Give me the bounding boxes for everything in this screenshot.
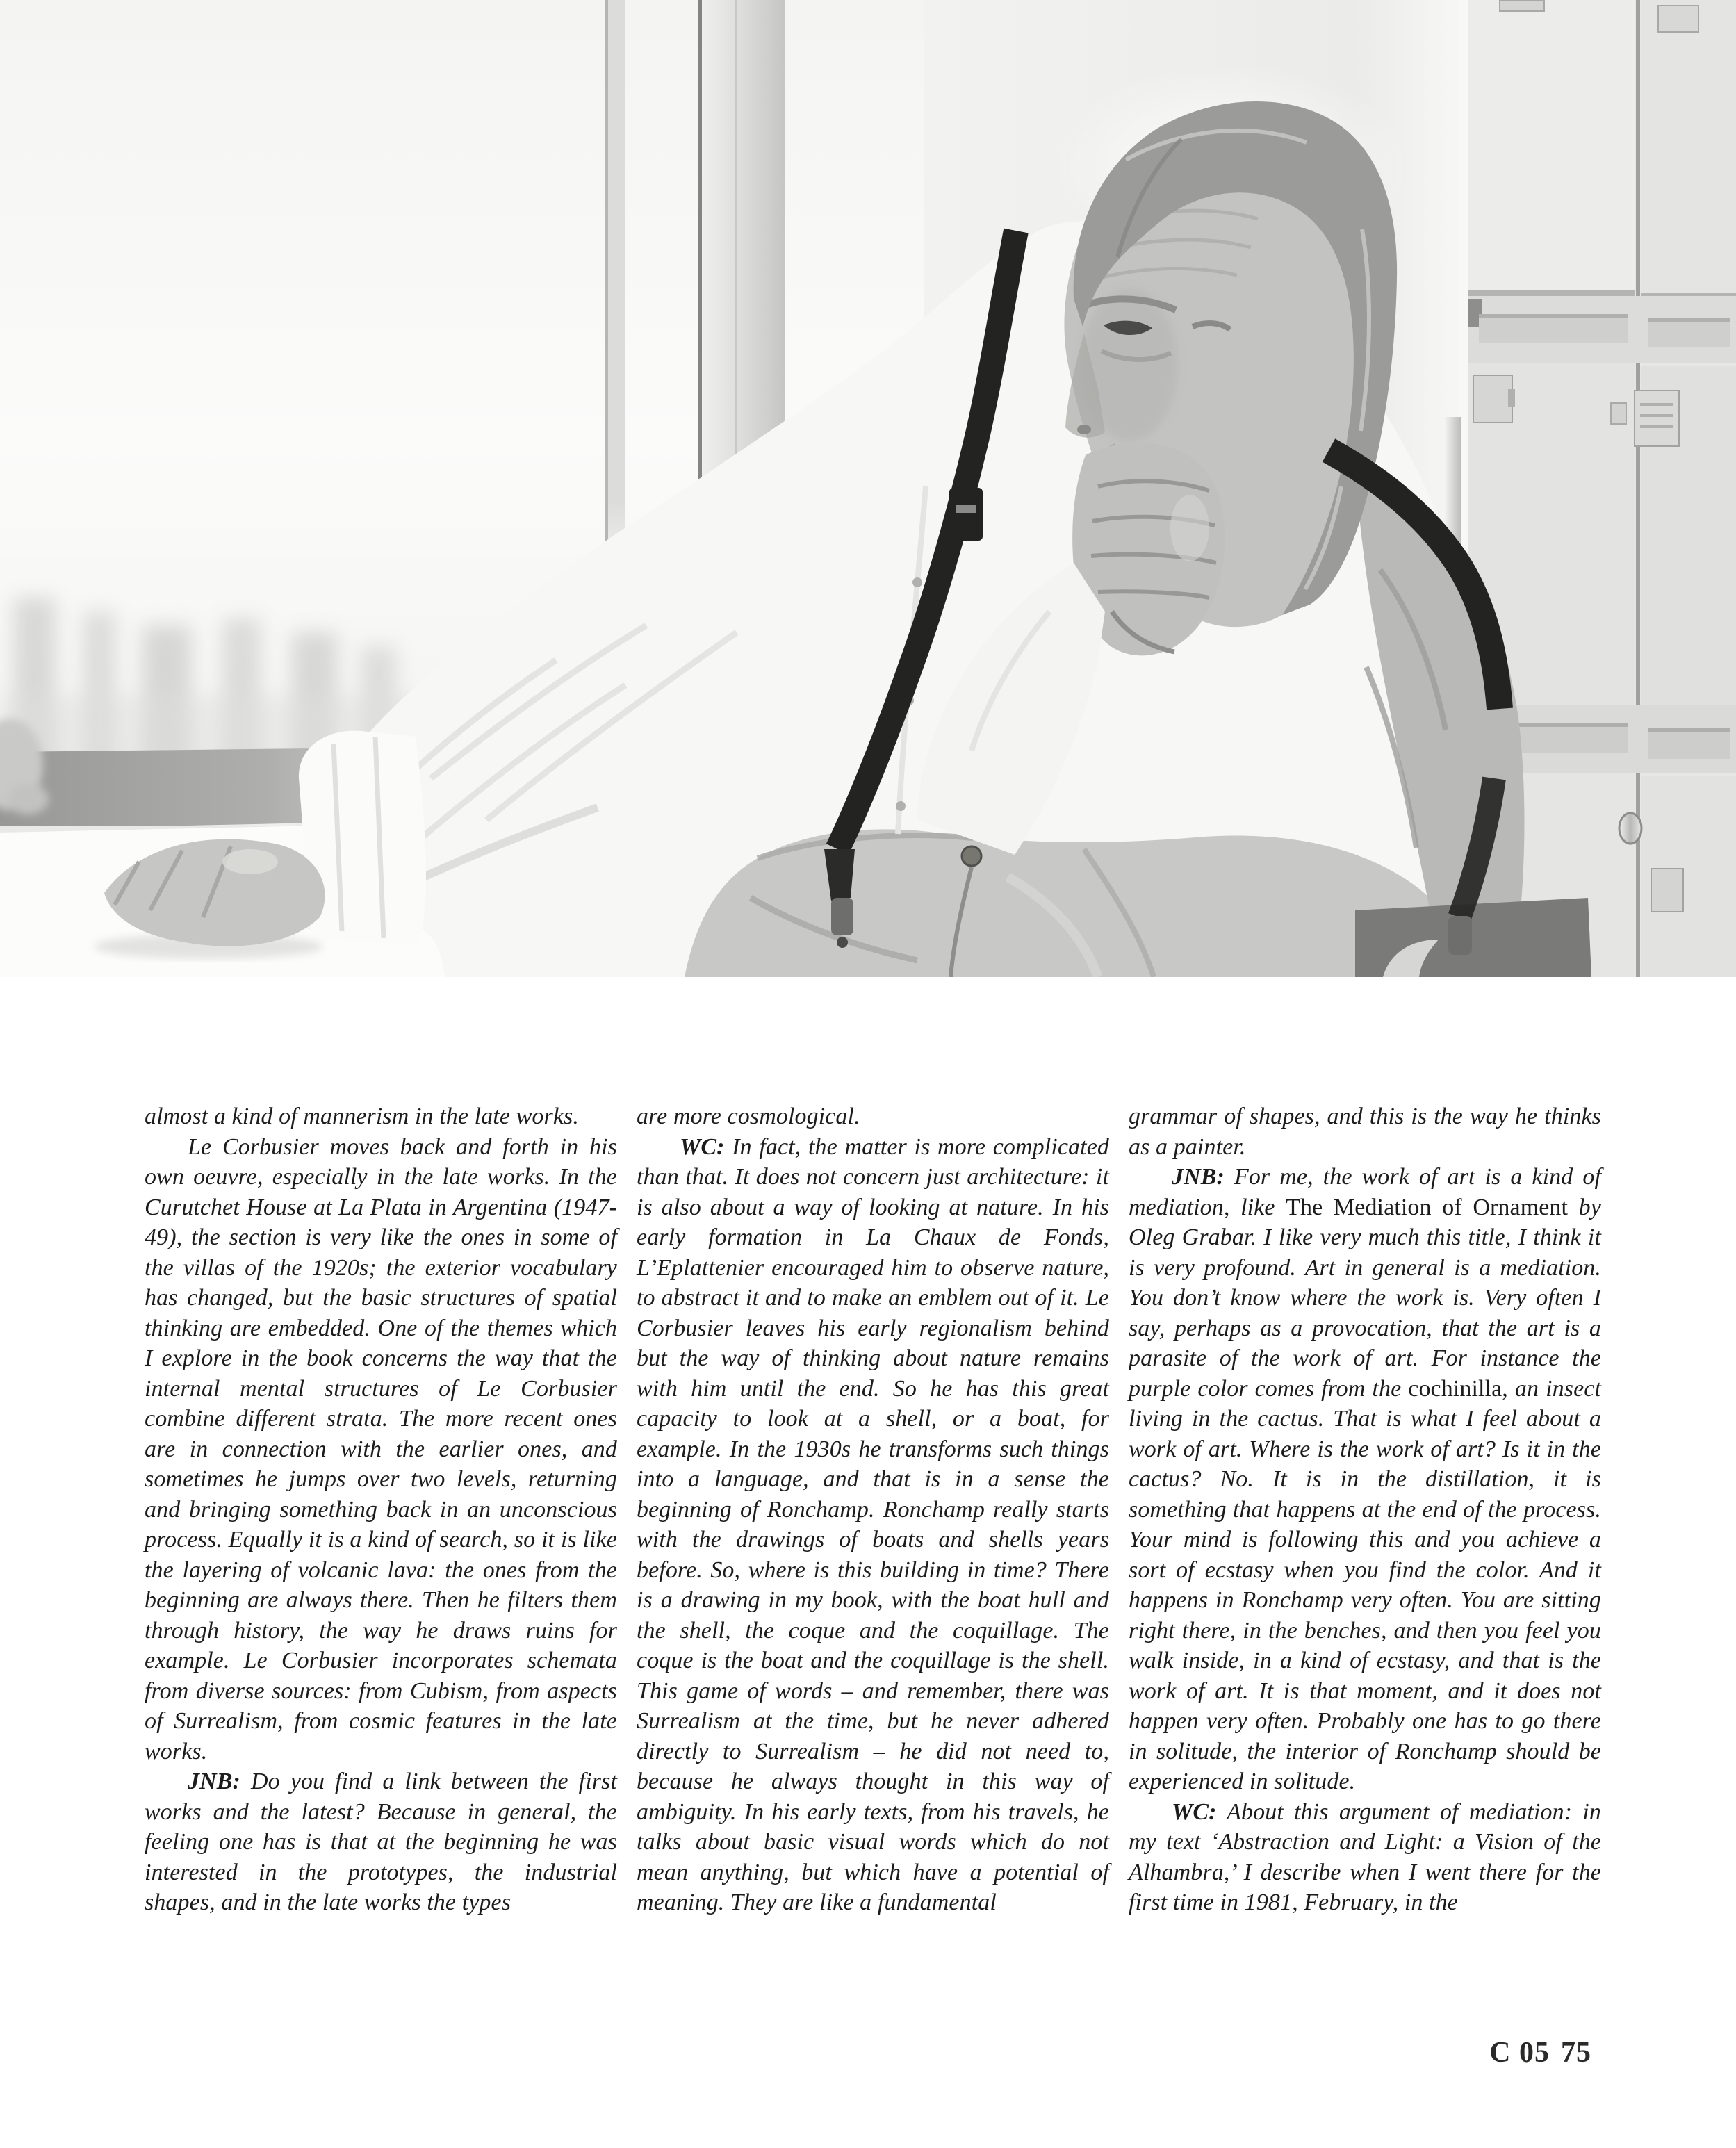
text-segment: grammar of shapes, and this is the way he thinks as a painter. bbox=[1129, 1104, 1601, 1160]
cabinet-label-plate bbox=[1658, 6, 1698, 32]
speaker-label: WC: bbox=[1172, 1798, 1217, 1825]
speaker-label: JNB: bbox=[188, 1769, 240, 1794]
paragraph bbox=[145, 1132, 617, 1767]
text-segment: For me, the work of art is a kind of mediation, like bbox=[1129, 1164, 1601, 1220]
issue-label: C 05 bbox=[1489, 2037, 1550, 2069]
paragraph bbox=[637, 1101, 1109, 1132]
text-segment: are more cosmological. bbox=[637, 1104, 860, 1129]
cabinet-knob bbox=[1619, 813, 1641, 844]
paragraph bbox=[637, 1132, 1109, 1918]
article-column-3 bbox=[1129, 1101, 1601, 1918]
page-folio bbox=[145, 2036, 1591, 2069]
article-column-2 bbox=[637, 1101, 1109, 1918]
interview-article bbox=[145, 1101, 1601, 1918]
text-segment: The Mediation of Ornament bbox=[1286, 1194, 1569, 1220]
paragraph bbox=[1129, 1101, 1601, 1162]
photo-illustration bbox=[0, 0, 1736, 977]
cabinet-label-plate bbox=[1500, 0, 1544, 11]
photo-trouser-button bbox=[962, 846, 981, 866]
interview-photo bbox=[0, 0, 1736, 977]
text-segment: cochinilla, bbox=[1408, 1375, 1508, 1402]
text-segment: About this argument of mediation: in my text ‘Abstraction and Light: a Vision of the Alhambra,’ I describe when I went there for the first time in 1981, February, in the bbox=[1129, 1798, 1601, 1915]
paragraph bbox=[145, 1101, 617, 1132]
text-segment: almost a kind of mannerism in the late works. bbox=[145, 1104, 579, 1129]
text-segment: an insect living in the cactus. That is what I feel about a work of art. Where is the work of art? Is it in the cactus? No. It is in the distillation, it is something that happens at the end of the process. Your mind is following this and you achieve a sort of ecstasy when you find the color. And it happens in Ronchamp very often. You are sitting right there, in the benches, and then you feel you walk inside, in a kind of ecstasy, and that is the work of art. It is that moment, and it does not happen very often. Probably one has to go there in solitude, the interior of Ronchamp should be experienced in solitude. bbox=[1129, 1375, 1601, 1794]
text-segment: In fact, the matter is more complicated than that. It does not concern just architecture: it is also about a way of looking at nature. In his early formation in La Chaux de Fonds, L’Eplattenier encouraged him to observe nature, to abstract it and to make an emblem out of it. Le Corbusier leaves his early regionalism behind but the way of thinking about nature remains with him until the end. So he has this great capacity to look at a shell, or a boat, for example. In the 1930s he transforms such things into a language, and that is in a sense the beginning of Ronchamp. Ronchamp really starts with the drawings of boats and shells years before. So, where is this building in time? There is a drawing in my book, with the boat hull and the shell, the coque and the coquillage. The coque is the boat and the coquillage is the shell. This game of words – and remember, there was Surrealism at the time, but he never adhered directly to Surrealism – he did not need to, because he always thought in this way of ambiguity. In his early texts, from his travels, he talks about basic visual words which do not mean anything, but which have a potential of meaning. They are like a fundamental bbox=[637, 1133, 1109, 1915]
speaker-label: WC: bbox=[680, 1133, 725, 1160]
text-segment: by Oleg Grabar. I like very much this title, I think it is very profound. Art in general is a mediation. You don’t know where the work is. Very often I say, perhaps as a provocation, that the art is a parasite of the work of art. For instance the purple color comes from the bbox=[1129, 1194, 1601, 1402]
paragraph bbox=[145, 1766, 617, 1918]
page-number: 75 bbox=[1561, 2037, 1591, 2069]
paragraph bbox=[1129, 1797, 1601, 1918]
cabinet-label-plate bbox=[1651, 869, 1683, 912]
text-segment: Le Corbusier moves back and forth in his own oeuvre, especially in the late works. In the Curutchet House at La Plata in Argentina (1947-49), the section is very like the ones in some of the villas of the 1920s; the exterior vocabulary has changed, but the basic structures of spatial thinking are embedded. One of the themes which I explore in the book concerns the way that the internal mental structures of Le Corbusier combine different strata. The more recent ones are in connection with the earlier ones, and sometimes he jumps over two levels, returning and bringing something back in an unconscious process. Equally it is a kind of search, so it is like the layering of volcanic lava: the ones from the beginning are always there. Then he filters them through history, the way he draws ruins for example. Le Corbusier incorporates schemata from diverse sources: from Cubism, from aspects of Surrealism, from cosmic features in the late works. bbox=[145, 1133, 617, 1764]
paragraph bbox=[1129, 1162, 1601, 1797]
article-column-1 bbox=[145, 1101, 617, 1918]
text-segment: Do you find a link between the first works and the latest? Because in general, the feeling one has is that at the beginning he was interested in the prototypes, the industrial shapes, and in the late works the types bbox=[145, 1769, 617, 1915]
speaker-label: JNB: bbox=[1172, 1164, 1225, 1190]
